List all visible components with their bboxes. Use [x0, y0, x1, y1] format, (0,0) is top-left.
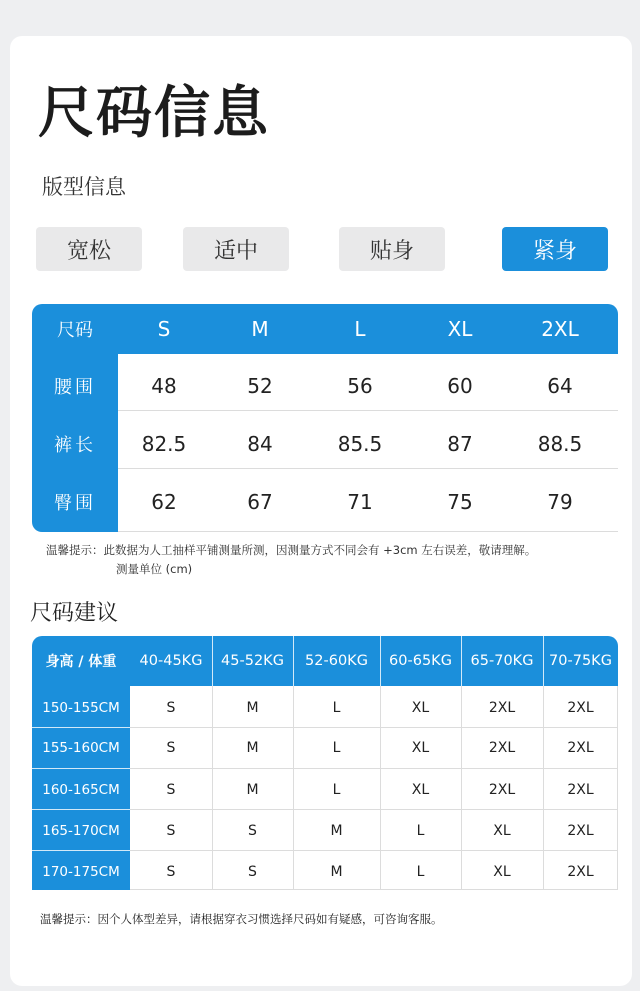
table-cell: 64 [547, 374, 573, 398]
rec-corner-label: 身高 / 体重 [45, 654, 117, 670]
row-divider [32, 850, 130, 851]
table-cell: M [330, 864, 343, 880]
table-cell: M [246, 782, 259, 798]
table-cell: L [416, 823, 425, 839]
size-header-m: M [251, 317, 269, 341]
table-cell: 79 [547, 490, 573, 514]
size-header-label: 尺码 [57, 320, 93, 341]
measurement-note: 温馨提示：此数据为人工抽样平铺测量所测，因测量方式不同会有 +3cm 左右误差，敬请理解。 [46, 543, 537, 557]
table-cell: 62 [151, 490, 177, 514]
fit-option-fitted[interactable]: 贴身 [339, 227, 445, 271]
table-cell: 2XL [488, 782, 516, 798]
weight-header: 52-60KG [305, 653, 368, 669]
height-label: 170-175CM [42, 864, 120, 880]
rec-table-height-labels [32, 686, 130, 890]
table-cell: XL [411, 740, 430, 756]
weight-header: 65-70KG [470, 653, 534, 669]
table-cell: 2XL [488, 700, 516, 716]
table-cell: 75 [447, 490, 473, 514]
table-cell: 2XL [567, 864, 594, 880]
size-header-l: L [354, 317, 366, 341]
weight-header: 40-45KG [139, 653, 203, 669]
table-cell: 87 [447, 432, 473, 456]
table-cell: M [246, 740, 259, 756]
row-label-waist: 腰围 [54, 377, 96, 398]
fit-section-title: 版型信息 [42, 175, 126, 199]
table-cell: 84 [247, 432, 273, 456]
table-cell: XL [493, 823, 511, 839]
table-cell: XL [411, 700, 430, 716]
table-cell: 67 [247, 490, 273, 514]
row-divider [32, 768, 130, 769]
table-cell: S [248, 823, 257, 839]
page-title: 尺码信息 [38, 81, 270, 146]
table-cell: 48 [151, 374, 177, 398]
row-divider [118, 531, 618, 532]
weight-header: 70-75KG [549, 653, 612, 669]
table-cell: 2XL [567, 782, 594, 798]
table-cell: 2XL [488, 740, 516, 756]
fit-option-tight-selected[interactable]: 紧身 [502, 227, 608, 271]
size-header-s: S [157, 317, 171, 341]
table-cell: M [330, 823, 343, 839]
table-cell: S [166, 864, 176, 880]
rec-table-header [32, 636, 618, 686]
column-divider [543, 636, 544, 686]
height-label: 150-155CM [42, 700, 120, 716]
height-label: 155-160CM [42, 740, 120, 756]
fit-option-regular[interactable]: 适中 [183, 227, 289, 271]
table-cell: 85.5 [337, 432, 383, 456]
table-cell: XL [493, 864, 511, 880]
recommendation-title: 尺码建议 [30, 601, 119, 626]
size-table-header [32, 304, 618, 354]
table-cell: 60 [447, 374, 473, 398]
table-cell: 2XL [567, 700, 594, 716]
table-cell: 71 [347, 490, 373, 514]
size-header-2xl: 2XL [541, 317, 579, 341]
size-table [32, 304, 618, 532]
size-header-xl: XL [447, 317, 473, 341]
table-cell: S [166, 740, 176, 756]
weight-header: 60-65KG [389, 653, 452, 669]
column-divider [380, 636, 381, 686]
table-cell: M [246, 700, 259, 716]
table-cell: 2XL [567, 740, 594, 756]
table-cell: L [332, 782, 341, 798]
height-label: 165-170CM [42, 823, 120, 839]
table-cell: 82.5 [141, 432, 187, 456]
row-divider [32, 727, 130, 728]
fit-option-loose[interactable]: 宽松 [36, 227, 142, 271]
table-cell: L [416, 864, 425, 880]
footer-note: 温馨提示：因个人体型差异，请根据穿衣习惯选择尺码如有疑感，可咨询客服。 [40, 912, 443, 926]
column-divider [293, 636, 294, 686]
table-cell: S [166, 823, 176, 839]
size-table-row-labels [32, 354, 118, 532]
size-recommendation-table [32, 636, 618, 890]
table-cell: S [248, 864, 257, 880]
table-cell: S [166, 700, 176, 716]
table-cell: XL [411, 782, 430, 798]
measurement-unit: 测量单位 (cm) [116, 562, 193, 576]
table-cell: 52 [247, 374, 273, 398]
height-label: 160-165CM [42, 782, 120, 798]
table-cell: 88.5 [537, 432, 583, 456]
row-divider [130, 768, 618, 769]
table-cell: L [332, 740, 341, 756]
row-label-hip: 臀围 [54, 493, 96, 514]
table-cell: L [332, 700, 341, 716]
table-cell: S [166, 782, 176, 798]
table-cell: 56 [347, 374, 373, 398]
row-label-length: 裤长 [54, 435, 96, 456]
weight-header: 45-52KG [221, 653, 284, 669]
row-divider [32, 809, 130, 810]
column-divider [212, 636, 213, 686]
table-cell: 2XL [567, 823, 594, 839]
column-divider [461, 636, 462, 686]
